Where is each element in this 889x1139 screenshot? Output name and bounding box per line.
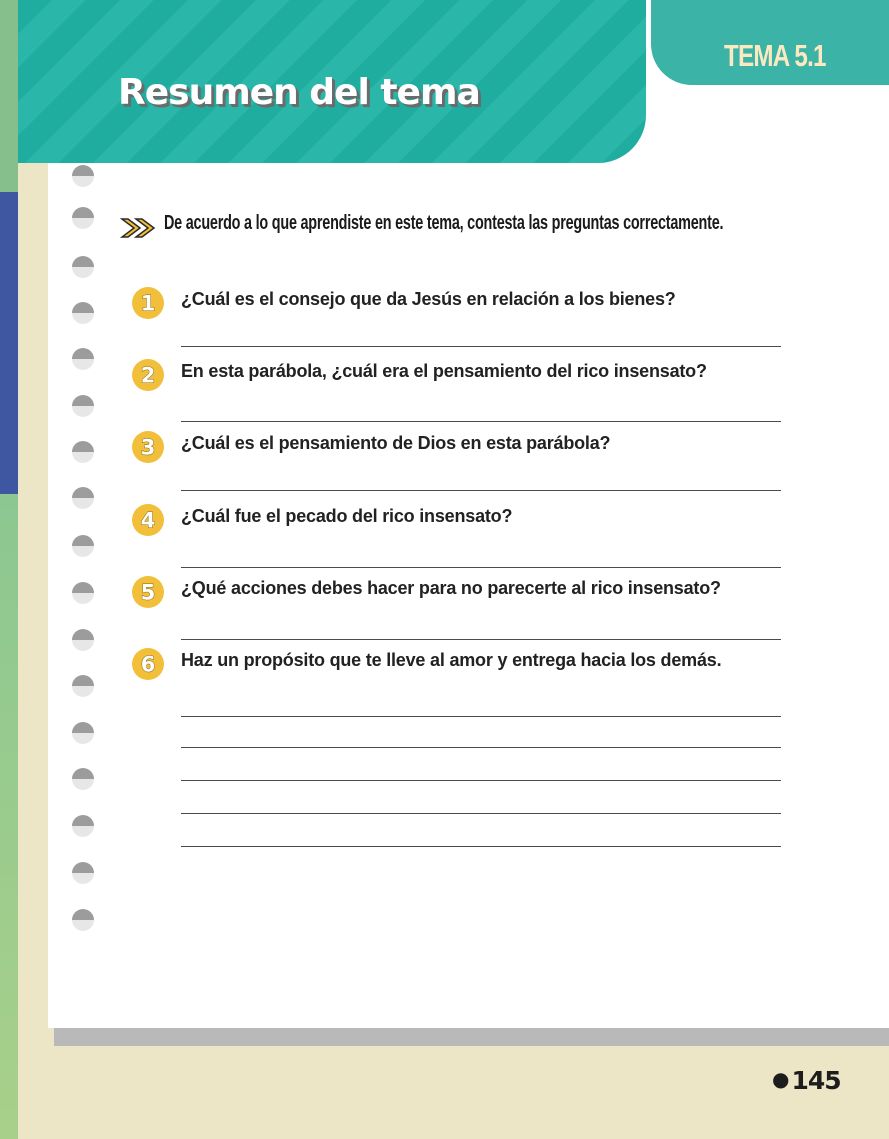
number-circle-icon: [131, 430, 165, 464]
answer-line[interactable]: [181, 639, 781, 640]
answer-line[interactable]: [181, 747, 781, 748]
number-circle-icon: [131, 358, 165, 392]
binder-hole-icon: [72, 629, 94, 651]
page-edge-stripe: [0, 0, 18, 1139]
question-number: 1: [140, 291, 156, 316]
binder-hole-icon: [72, 582, 94, 604]
edge-stripe-green-bottom: [0, 494, 18, 1139]
instruction-text: De acuerdo a lo que aprendiste en este tema, contesta las preguntas correctamente.: [164, 212, 724, 234]
double-chevron-icon: [120, 215, 160, 241]
bullet-icon: ●: [772, 1067, 789, 1091]
binder-hole-icon: [72, 862, 94, 884]
binder-hole-icon: [72, 768, 94, 790]
binder-hole-icon: [72, 487, 94, 509]
page-title: Resumen del tema: [118, 72, 480, 113]
question-number-badge: [131, 647, 165, 681]
edge-stripe-green-top: [0, 0, 18, 192]
binder-hole-icon: [72, 909, 94, 931]
question-text: En esta parábola, ¿cuál era el pensamiento del rico insensato?: [181, 361, 707, 381]
question-number: 2: [140, 363, 156, 388]
paper-shadow: [54, 1026, 889, 1046]
page-number-value: 145: [791, 1066, 841, 1095]
answer-line[interactable]: [181, 346, 781, 347]
binder-hole-icon: [72, 207, 94, 229]
question-number-badge: [131, 575, 165, 609]
binder-hole-icon: [72, 395, 94, 417]
binder-hole-icon: [72, 722, 94, 744]
binder-hole-icon: [72, 165, 94, 187]
answer-line[interactable]: [181, 780, 781, 781]
binder-hole-icon: [72, 675, 94, 697]
page-number: [772, 1066, 841, 1095]
question-number-badge: [131, 430, 165, 464]
binder-hole-icon: [72, 256, 94, 278]
binder-hole-icon: [72, 535, 94, 557]
question-text: ¿Cuál fue el pecado del rico insensato?: [181, 506, 513, 526]
number-circle-icon: [131, 575, 165, 609]
question-number-badge: [131, 358, 165, 392]
binder-hole-icon: [72, 441, 94, 463]
edge-stripe-blue: [0, 192, 18, 494]
question-number: 5: [140, 580, 156, 605]
answer-line[interactable]: [181, 567, 781, 568]
binder-hole-icon: [72, 348, 94, 370]
question-number-badge: [131, 286, 165, 320]
answer-line[interactable]: [181, 846, 781, 847]
answer-line[interactable]: [181, 421, 781, 422]
number-circle-icon: [131, 647, 165, 681]
question-text: ¿Cuál es el pensamiento de Dios en esta parábola?: [181, 433, 611, 453]
number-circle-icon: [131, 503, 165, 537]
number-circle-icon: [131, 286, 165, 320]
question-number-badge: [131, 503, 165, 537]
answer-line[interactable]: [181, 716, 781, 717]
binder-hole-icon: [72, 302, 94, 324]
answer-line[interactable]: [181, 490, 781, 491]
question-number: 6: [140, 652, 156, 677]
question-text: Haz un propósito que te lleve al amor y entrega hacia los demás.: [181, 650, 722, 670]
binder-hole-icon: [72, 815, 94, 837]
topic-label: TEMA 5.1: [724, 38, 826, 73]
question-text: ¿Cuál es el consejo que da Jesús en relación a los bienes?: [181, 289, 676, 309]
question-text: ¿Qué acciones debes hacer para no parecerte al rico insensato?: [181, 578, 721, 598]
answer-line[interactable]: [181, 813, 781, 814]
question-number: 4: [140, 508, 156, 533]
question-number: 3: [140, 435, 156, 460]
